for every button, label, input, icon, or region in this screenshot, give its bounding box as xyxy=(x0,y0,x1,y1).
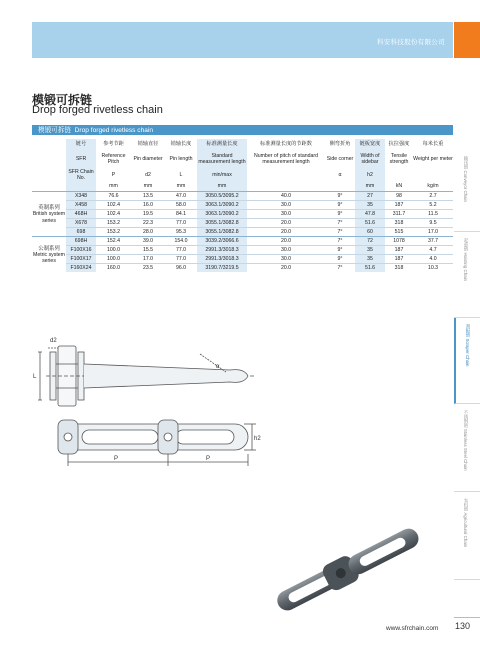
unit-cell: mm xyxy=(176,183,186,190)
table-cell: 35 xyxy=(355,255,385,264)
table-cell: 23.5 xyxy=(131,264,165,273)
table-row xyxy=(32,192,453,201)
header-row-en xyxy=(32,149,453,169)
table-cell: 2.7 xyxy=(413,192,453,201)
website: www.sfrchain.com xyxy=(386,625,439,632)
table-cell: 58.0 xyxy=(165,201,197,210)
page-title-en: Drop forged rivetless chain xyxy=(32,104,163,116)
unit-cell xyxy=(247,181,325,192)
table-cell: 22.3 xyxy=(131,219,165,228)
table-cell: 3055.1/3082.8 xyxy=(197,228,247,237)
table-cell: 20.0 xyxy=(247,228,325,237)
table-row xyxy=(32,201,453,210)
table-cell: 19.5 xyxy=(131,210,165,219)
symbol-cell xyxy=(413,169,453,181)
table-cell: 5.2 xyxy=(413,201,453,210)
header-en-cell: Reference Pitch xyxy=(101,152,126,165)
table-cell: 153.2 xyxy=(96,219,131,228)
top-banner xyxy=(32,22,453,58)
symbol-cell: L xyxy=(179,172,183,179)
table-cell: 100.0 xyxy=(96,255,131,264)
page-number: 130 xyxy=(455,621,471,631)
table-cell: 13.5 xyxy=(131,192,165,201)
table-cell: 47.8 xyxy=(355,210,385,219)
symbol-cell: SFR Chain No. xyxy=(66,169,96,181)
header-cn-cell: 每米长重 xyxy=(422,140,444,147)
table-cell: 9° xyxy=(325,246,355,255)
table-cell: 17.0 xyxy=(413,228,453,237)
table-row xyxy=(32,255,453,264)
symbol-cell: d2 xyxy=(145,172,151,179)
table-cell: 1078 xyxy=(385,237,413,246)
spec-table-wrap xyxy=(32,139,453,272)
table-row xyxy=(32,228,453,237)
table-cell: 77.0 xyxy=(165,246,197,255)
header-cn-cell: 链号 xyxy=(66,139,96,149)
label-l: L xyxy=(33,374,37,380)
header-cn-cell: 销轴直径 xyxy=(137,140,159,147)
table-cell: 27 xyxy=(355,192,385,201)
header-en-cell: Pin length xyxy=(169,155,193,162)
sidebar-tab-2[interactable] xyxy=(454,232,480,318)
unit-cell: kg/m xyxy=(427,183,439,190)
table-cell: 15.5 xyxy=(131,246,165,255)
table-cell: 3039.2/3066.6 xyxy=(197,237,247,246)
sidebar-tab-label xyxy=(462,156,468,202)
table-cell: 35 xyxy=(355,201,385,210)
series-label-cn: 公制系列 xyxy=(38,245,60,252)
table-cell: 152.4 xyxy=(96,237,131,246)
sidebar-tab-3[interactable] xyxy=(454,318,480,404)
sidebar-tab-label-en: Stainless Steel Chain xyxy=(463,428,468,471)
symbol-cell xyxy=(385,169,413,181)
sidebar-tab-label-en: Scraper Chain xyxy=(465,338,470,367)
table-cell: 698H xyxy=(66,237,96,246)
section-title-cn: 模锻可拆链 xyxy=(38,126,71,134)
table-cell: 20.0 xyxy=(247,219,325,228)
series-label-en: British system series xyxy=(32,211,66,224)
sidebar-tab-label-cn: 起重链 xyxy=(463,238,468,252)
table-cell: 2991.3/3018.3 xyxy=(197,246,247,255)
table-row xyxy=(32,219,453,228)
table-cell: X458 xyxy=(66,201,96,210)
orange-tab xyxy=(454,22,480,58)
table-cell: X348 xyxy=(66,192,96,201)
symbol-row xyxy=(32,169,453,181)
table-cell: 7° xyxy=(325,219,355,228)
table-row xyxy=(32,237,453,246)
table-cell: 7° xyxy=(325,237,355,246)
table-cell: 51.6 xyxy=(355,219,385,228)
table-cell: 9° xyxy=(325,255,355,264)
table-cell: 30.0 xyxy=(247,255,325,264)
unit-row xyxy=(32,181,453,192)
label-p2: P xyxy=(206,456,211,462)
table-cell: 3190.7/3219.5 xyxy=(197,264,247,273)
header-en-cell: Weight per meter xyxy=(413,155,453,162)
sidebar-tab-label xyxy=(464,324,470,367)
table-row xyxy=(32,264,453,273)
label-alpha: α xyxy=(216,364,220,370)
unit-cell xyxy=(325,181,355,192)
table-cell: 95.3 xyxy=(165,228,197,237)
table-cell: 40.0 xyxy=(247,192,325,201)
sidebar-tab-label-cn: 不锈钢链 xyxy=(463,410,468,428)
header-cn-cell: 标准测量长度的节距数 xyxy=(260,140,312,147)
table-cell: 187 xyxy=(385,246,413,255)
table-cell: 4.7 xyxy=(413,246,453,255)
series-label xyxy=(32,192,66,237)
table-cell: 2991.3/3018.3 xyxy=(197,255,247,264)
table-cell: 318 xyxy=(385,219,413,228)
table-cell: 3063.1/3090.2 xyxy=(197,201,247,210)
header-cn-cell: 标准测量长度 xyxy=(197,139,247,149)
sidebar-tab-label-en: Agricultural Chain xyxy=(463,512,468,548)
unit-cell: mm xyxy=(355,181,385,192)
header-blank xyxy=(32,139,66,149)
symbol-cell: h2 xyxy=(355,169,385,181)
sidebar-tab-label xyxy=(462,410,468,471)
table-cell: 98 xyxy=(385,192,413,201)
chain-diagram xyxy=(30,324,270,474)
table-cell: 3050.5/3095.2 xyxy=(197,192,247,201)
chain-product-photo xyxy=(262,520,432,618)
unit-cell xyxy=(66,181,96,192)
symbol-cell: α xyxy=(338,172,342,179)
table-cell: F160X24 xyxy=(66,264,96,273)
unit-cell: mm xyxy=(197,181,247,192)
series-label-cn: 英制系列 xyxy=(38,205,60,212)
section-title-en: Drop forged rivetless chain xyxy=(74,127,154,134)
table-cell: 468H xyxy=(66,210,96,219)
table-cell: 187 xyxy=(385,201,413,210)
sidebar-tab-label xyxy=(462,498,468,547)
header-cn-cell: 侧弯折角 xyxy=(329,140,351,147)
table-cell: 154.0 xyxy=(165,237,197,246)
table-cell: 102.4 xyxy=(96,201,131,210)
table-cell: 318 xyxy=(385,264,413,273)
table-cell: F100X16 xyxy=(66,246,96,255)
company-name: 科安科技股份有限公司 xyxy=(377,38,445,46)
sidebar-tab-1[interactable] xyxy=(454,150,480,232)
table-cell: 77.0 xyxy=(165,255,197,264)
table-cell: 72 xyxy=(355,237,385,246)
header-en-cell: Side corner xyxy=(326,155,354,162)
section-header xyxy=(32,125,453,135)
unit-cell: kN xyxy=(395,183,403,190)
header-en-cell: Number of pitch of standard measurement length xyxy=(253,152,318,165)
table-cell: 17.0 xyxy=(131,255,165,264)
table-cell: 311.7 xyxy=(385,210,413,219)
header-cn-cell: 抗拉强度 xyxy=(388,140,410,147)
table-cell: 16.0 xyxy=(131,201,165,210)
table-cell: 30.0 xyxy=(247,210,325,219)
sidebar-tab-label-cn: 农机链 xyxy=(463,498,468,512)
unit-cell: mm xyxy=(109,183,118,190)
table-cell: 9.5 xyxy=(413,219,453,228)
table-cell: 3063.1/3090.2 xyxy=(197,210,247,219)
sidebar-tab-label-en: Conveyor Chain xyxy=(463,170,468,202)
series-label-en: Metric system series xyxy=(33,251,65,264)
sidebar-tab-label xyxy=(462,238,468,281)
label-d2: d2 xyxy=(50,338,57,344)
table-cell: 77.0 xyxy=(165,219,197,228)
table-cell: 76.6 xyxy=(96,192,131,201)
header-en-cell: Pin diameter xyxy=(133,155,163,162)
table-cell: 60 xyxy=(355,228,385,237)
table-cell: X678 xyxy=(66,219,96,228)
table-row xyxy=(32,210,453,219)
header-cn-cell: 销轴长度 xyxy=(170,140,192,147)
table-cell: 47.0 xyxy=(165,192,197,201)
table-cell: 28.0 xyxy=(131,228,165,237)
table-cell: 102.4 xyxy=(96,210,131,219)
header-blank xyxy=(32,149,66,169)
header-en-cell: SFR xyxy=(66,149,96,169)
header-en-cell: Standard measurement length xyxy=(197,149,247,169)
table-cell: 30.0 xyxy=(247,246,325,255)
table-cell: 20.0 xyxy=(247,237,325,246)
table-cell: 96.0 xyxy=(165,264,197,273)
sidebar-tab-label-cn: 输送链 xyxy=(463,156,468,170)
table-cell: 10.3 xyxy=(413,264,453,273)
label-p1: P xyxy=(114,456,119,462)
table-cell: 153.2 xyxy=(96,228,131,237)
table-row xyxy=(32,246,453,255)
sidebar-tab-label-en: Hoisting Chain xyxy=(463,252,468,281)
table-cell: 187 xyxy=(385,255,413,264)
symbol-cell xyxy=(247,169,325,181)
header-en-cell: Tensile strength xyxy=(389,152,409,165)
header-en-cell: Width of sidebar xyxy=(355,149,385,169)
header-cn-cell: 链板宽度 xyxy=(355,139,385,149)
table-cell: 100.0 xyxy=(96,246,131,255)
sidebar-tab-5[interactable] xyxy=(454,492,480,580)
table-cell: 11.5 xyxy=(413,210,453,219)
series-label xyxy=(32,237,66,273)
table-cell: F100X17 xyxy=(66,255,96,264)
table-cell: 7° xyxy=(325,264,355,273)
table-cell: 37.7 xyxy=(413,237,453,246)
table-cell: 51.6 xyxy=(355,264,385,273)
symbol-cell: P xyxy=(111,172,116,179)
header-cn-cell: 参考节距 xyxy=(103,140,124,147)
sidebar-tab-4[interactable] xyxy=(454,404,480,492)
table-cell: 9° xyxy=(325,192,355,201)
label-h2: h2 xyxy=(254,436,261,442)
table-cell: 4.0 xyxy=(413,255,453,264)
sidebar-tab-label-cn: 刮板链 xyxy=(465,324,470,338)
table-cell: 9° xyxy=(325,210,355,219)
symbol-cell: min/max xyxy=(197,169,247,181)
table-cell: 3055.1/3082.8 xyxy=(197,219,247,228)
table-cell: 30.0 xyxy=(247,201,325,210)
header-blank xyxy=(32,169,66,181)
table-cell: 20.0 xyxy=(247,264,325,273)
table-cell: 39.0 xyxy=(131,237,165,246)
page-divider xyxy=(454,617,480,618)
table-cell: 35 xyxy=(355,246,385,255)
table-cell: 9° xyxy=(325,201,355,210)
header-blank xyxy=(32,181,66,192)
table-cell: 160.0 xyxy=(96,264,131,273)
spec-table xyxy=(32,139,453,272)
header-row-cn xyxy=(32,139,453,149)
unit-cell: mm xyxy=(143,183,153,190)
table-cell: 7° xyxy=(325,228,355,237)
page-title-cn: 模锻可拆链 xyxy=(32,93,93,107)
table-cell: 515 xyxy=(385,228,413,237)
table-cell: 84.1 xyxy=(165,210,197,219)
table-cell: 698 xyxy=(66,228,96,237)
